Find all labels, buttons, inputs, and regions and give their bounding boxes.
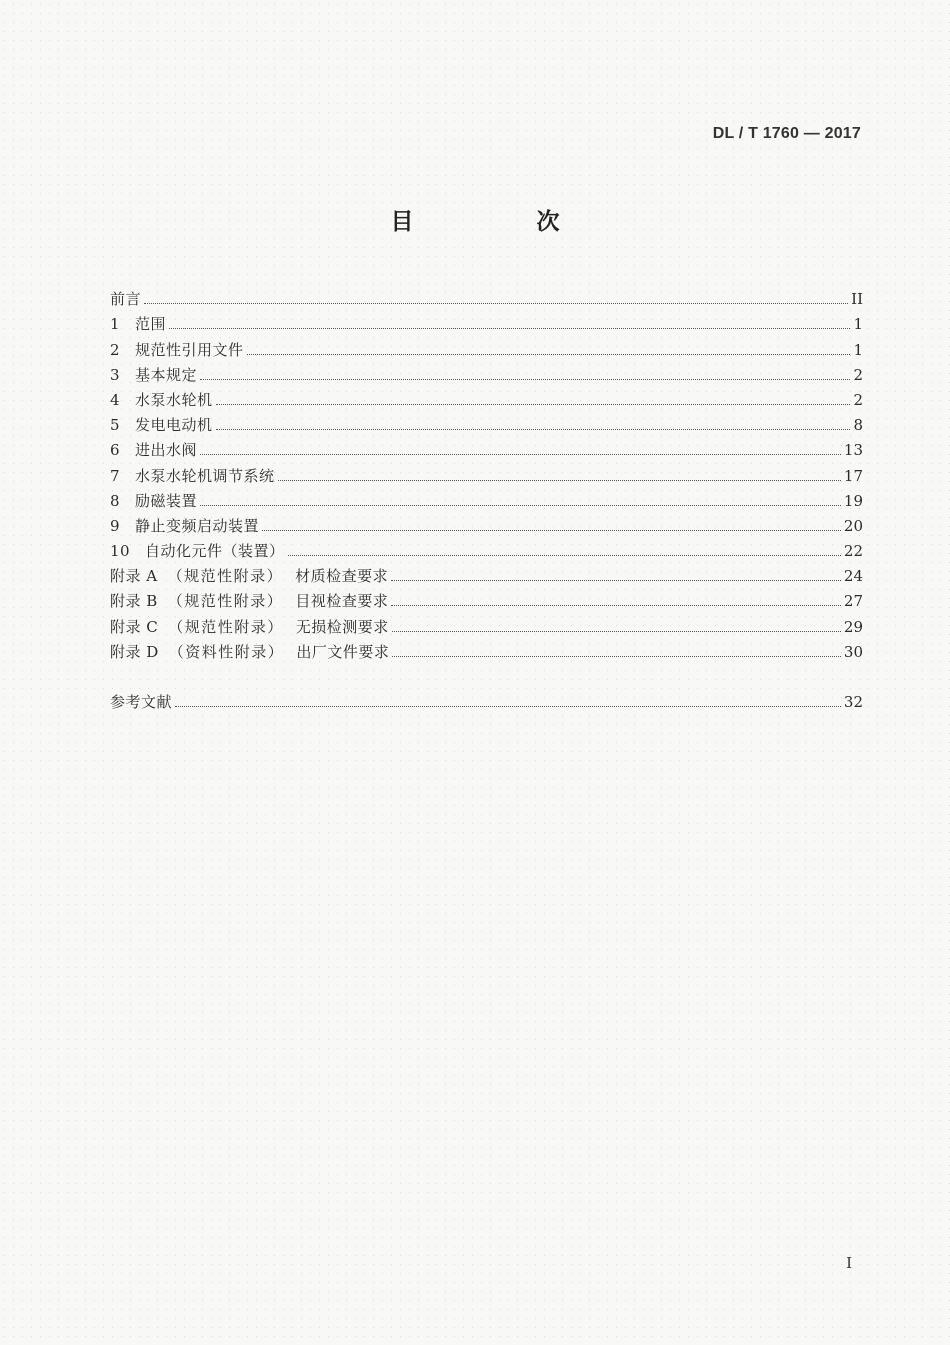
toc-entry-page: 2 bbox=[853, 365, 863, 384]
dot-leader bbox=[247, 354, 850, 355]
toc-entry-page: 1 bbox=[853, 340, 863, 359]
dot-leader bbox=[392, 631, 841, 632]
chapter-number: 4 bbox=[110, 390, 121, 409]
toc-entry-title bbox=[110, 365, 197, 385]
toc-entry-appendix-c[interactable] bbox=[110, 611, 863, 636]
toc-entry-chapter-5[interactable] bbox=[110, 410, 863, 435]
dot-leader bbox=[278, 480, 841, 481]
toc-entry-title: 参考文献 bbox=[110, 693, 173, 711]
toc-entry-title bbox=[110, 566, 388, 586]
chapter-title: 水泵水轮机调节系统 bbox=[135, 466, 275, 485]
dot-leader bbox=[175, 706, 841, 707]
appendix-kind: （规范性附录） bbox=[167, 567, 284, 586]
chapter-title: 水泵水轮机 bbox=[135, 390, 213, 409]
chapter-title: 进出水阀 bbox=[135, 441, 198, 460]
toc-entry-chapter-2[interactable] bbox=[110, 334, 863, 359]
dot-leader bbox=[144, 303, 848, 304]
toc-entry-page: 17 bbox=[843, 466, 863, 485]
standard-code: DL / T 1760 — 2017 bbox=[712, 125, 861, 142]
toc-entry-page: 20 bbox=[843, 516, 863, 535]
toc-entry-chapter-8[interactable] bbox=[110, 486, 863, 511]
toc-entry-page: 13 bbox=[843, 441, 863, 460]
toc-entry-page: 30 bbox=[843, 642, 863, 661]
toc-entry-title bbox=[110, 314, 166, 334]
appendix-kind: （规范性附录） bbox=[168, 617, 284, 636]
toc-entry-title bbox=[110, 440, 197, 460]
toc-entry-title bbox=[110, 390, 213, 410]
toc-entry-chapter-3[interactable] bbox=[110, 360, 863, 385]
chapter-number: 5 bbox=[110, 416, 121, 435]
chapter-number: 10 bbox=[110, 542, 131, 561]
chapter-number: 2 bbox=[110, 340, 121, 359]
dot-leader bbox=[216, 429, 850, 430]
dot-leader bbox=[288, 555, 841, 556]
appendix-label: 附录 B bbox=[110, 592, 158, 611]
toc-entry-page: 22 bbox=[843, 542, 863, 561]
table-of-contents bbox=[110, 284, 863, 712]
dot-leader bbox=[169, 328, 850, 329]
toc-entry-page: 27 bbox=[843, 592, 863, 611]
dot-leader bbox=[391, 605, 841, 606]
dot-leader bbox=[200, 505, 841, 506]
chapter-title: 发电电动机 bbox=[135, 416, 213, 435]
appendix-label: 附录 A bbox=[110, 567, 158, 586]
toc-entry-title bbox=[110, 541, 285, 561]
chapter-number: 9 bbox=[110, 516, 121, 535]
dot-leader bbox=[391, 580, 841, 581]
toc-entry-chapter-6[interactable] bbox=[110, 435, 863, 460]
toc-entry-title: 前言 bbox=[110, 290, 142, 309]
toc-entry-appendix-b[interactable] bbox=[110, 586, 863, 611]
toc-entry-title bbox=[110, 466, 275, 486]
chapter-number: 3 bbox=[110, 365, 121, 384]
toc-entry-page: 1 bbox=[853, 315, 863, 334]
chapter-title: 基本规定 bbox=[135, 365, 198, 384]
toc-entry-page: 29 bbox=[843, 617, 863, 636]
appendix-title: 出厂文件要求 bbox=[296, 642, 390, 661]
chapter-number: 8 bbox=[110, 491, 121, 510]
page-number: I bbox=[846, 1254, 852, 1272]
chapter-title: 范围 bbox=[135, 315, 167, 334]
toc-entry-title bbox=[110, 340, 244, 360]
chapter-number: 6 bbox=[110, 441, 121, 460]
chapter-title: 励磁装置 bbox=[135, 491, 198, 510]
toc-entry-bibliography[interactable] bbox=[110, 687, 863, 712]
appendix-label: 附录 D bbox=[110, 642, 159, 661]
toc-entry-title bbox=[110, 415, 213, 435]
toc-entry-chapter-9[interactable] bbox=[110, 511, 863, 536]
appendix-title: 目视检查要求 bbox=[295, 592, 389, 611]
toc-entry-page: II bbox=[851, 290, 863, 309]
toc-entry-title bbox=[110, 516, 259, 536]
appendix-title: 无损检测要求 bbox=[295, 617, 389, 636]
chapter-number: 7 bbox=[110, 466, 121, 485]
toc-entry-chapter-10[interactable] bbox=[110, 536, 863, 561]
toc-entry-title bbox=[110, 642, 389, 662]
toc-entry-page: 2 bbox=[853, 390, 863, 409]
chapter-title: 自动化元件（装置） bbox=[145, 542, 285, 561]
toc-entry-chapter-4[interactable] bbox=[110, 385, 863, 410]
appendix-kind: （规范性附录） bbox=[167, 592, 284, 611]
toc-title: 目 次 bbox=[390, 209, 610, 235]
dot-leader bbox=[200, 454, 841, 455]
toc-entry-page: 8 bbox=[853, 416, 863, 435]
toc-entry-title bbox=[110, 491, 197, 511]
appendix-label: 附录 C bbox=[110, 617, 159, 636]
toc-entry-appendix-d[interactable] bbox=[110, 637, 863, 662]
appendix-title: 材质检查要求 bbox=[295, 567, 389, 586]
toc-entry-appendix-a[interactable] bbox=[110, 561, 863, 586]
dot-leader bbox=[216, 404, 850, 405]
dot-leader bbox=[262, 530, 841, 531]
toc-entry-page: 32 bbox=[843, 693, 863, 711]
dot-leader bbox=[200, 379, 850, 380]
chapter-title: 规范性引用文件 bbox=[135, 340, 244, 359]
dot-leader bbox=[392, 656, 841, 657]
chapter-number: 1 bbox=[110, 315, 121, 334]
toc-entry-chapter-1[interactable] bbox=[110, 309, 863, 334]
toc-entry-title bbox=[110, 617, 389, 637]
toc-entry-title bbox=[110, 591, 388, 611]
chapter-title: 静止变频启动装置 bbox=[135, 516, 260, 535]
toc-entry-foreword[interactable] bbox=[110, 284, 863, 309]
toc-entry-chapter-7[interactable] bbox=[110, 460, 863, 485]
appendix-kind: （资料性附录） bbox=[168, 642, 285, 661]
toc-entry-page: 24 bbox=[843, 567, 863, 586]
toc-entry-page: 19 bbox=[843, 491, 863, 510]
